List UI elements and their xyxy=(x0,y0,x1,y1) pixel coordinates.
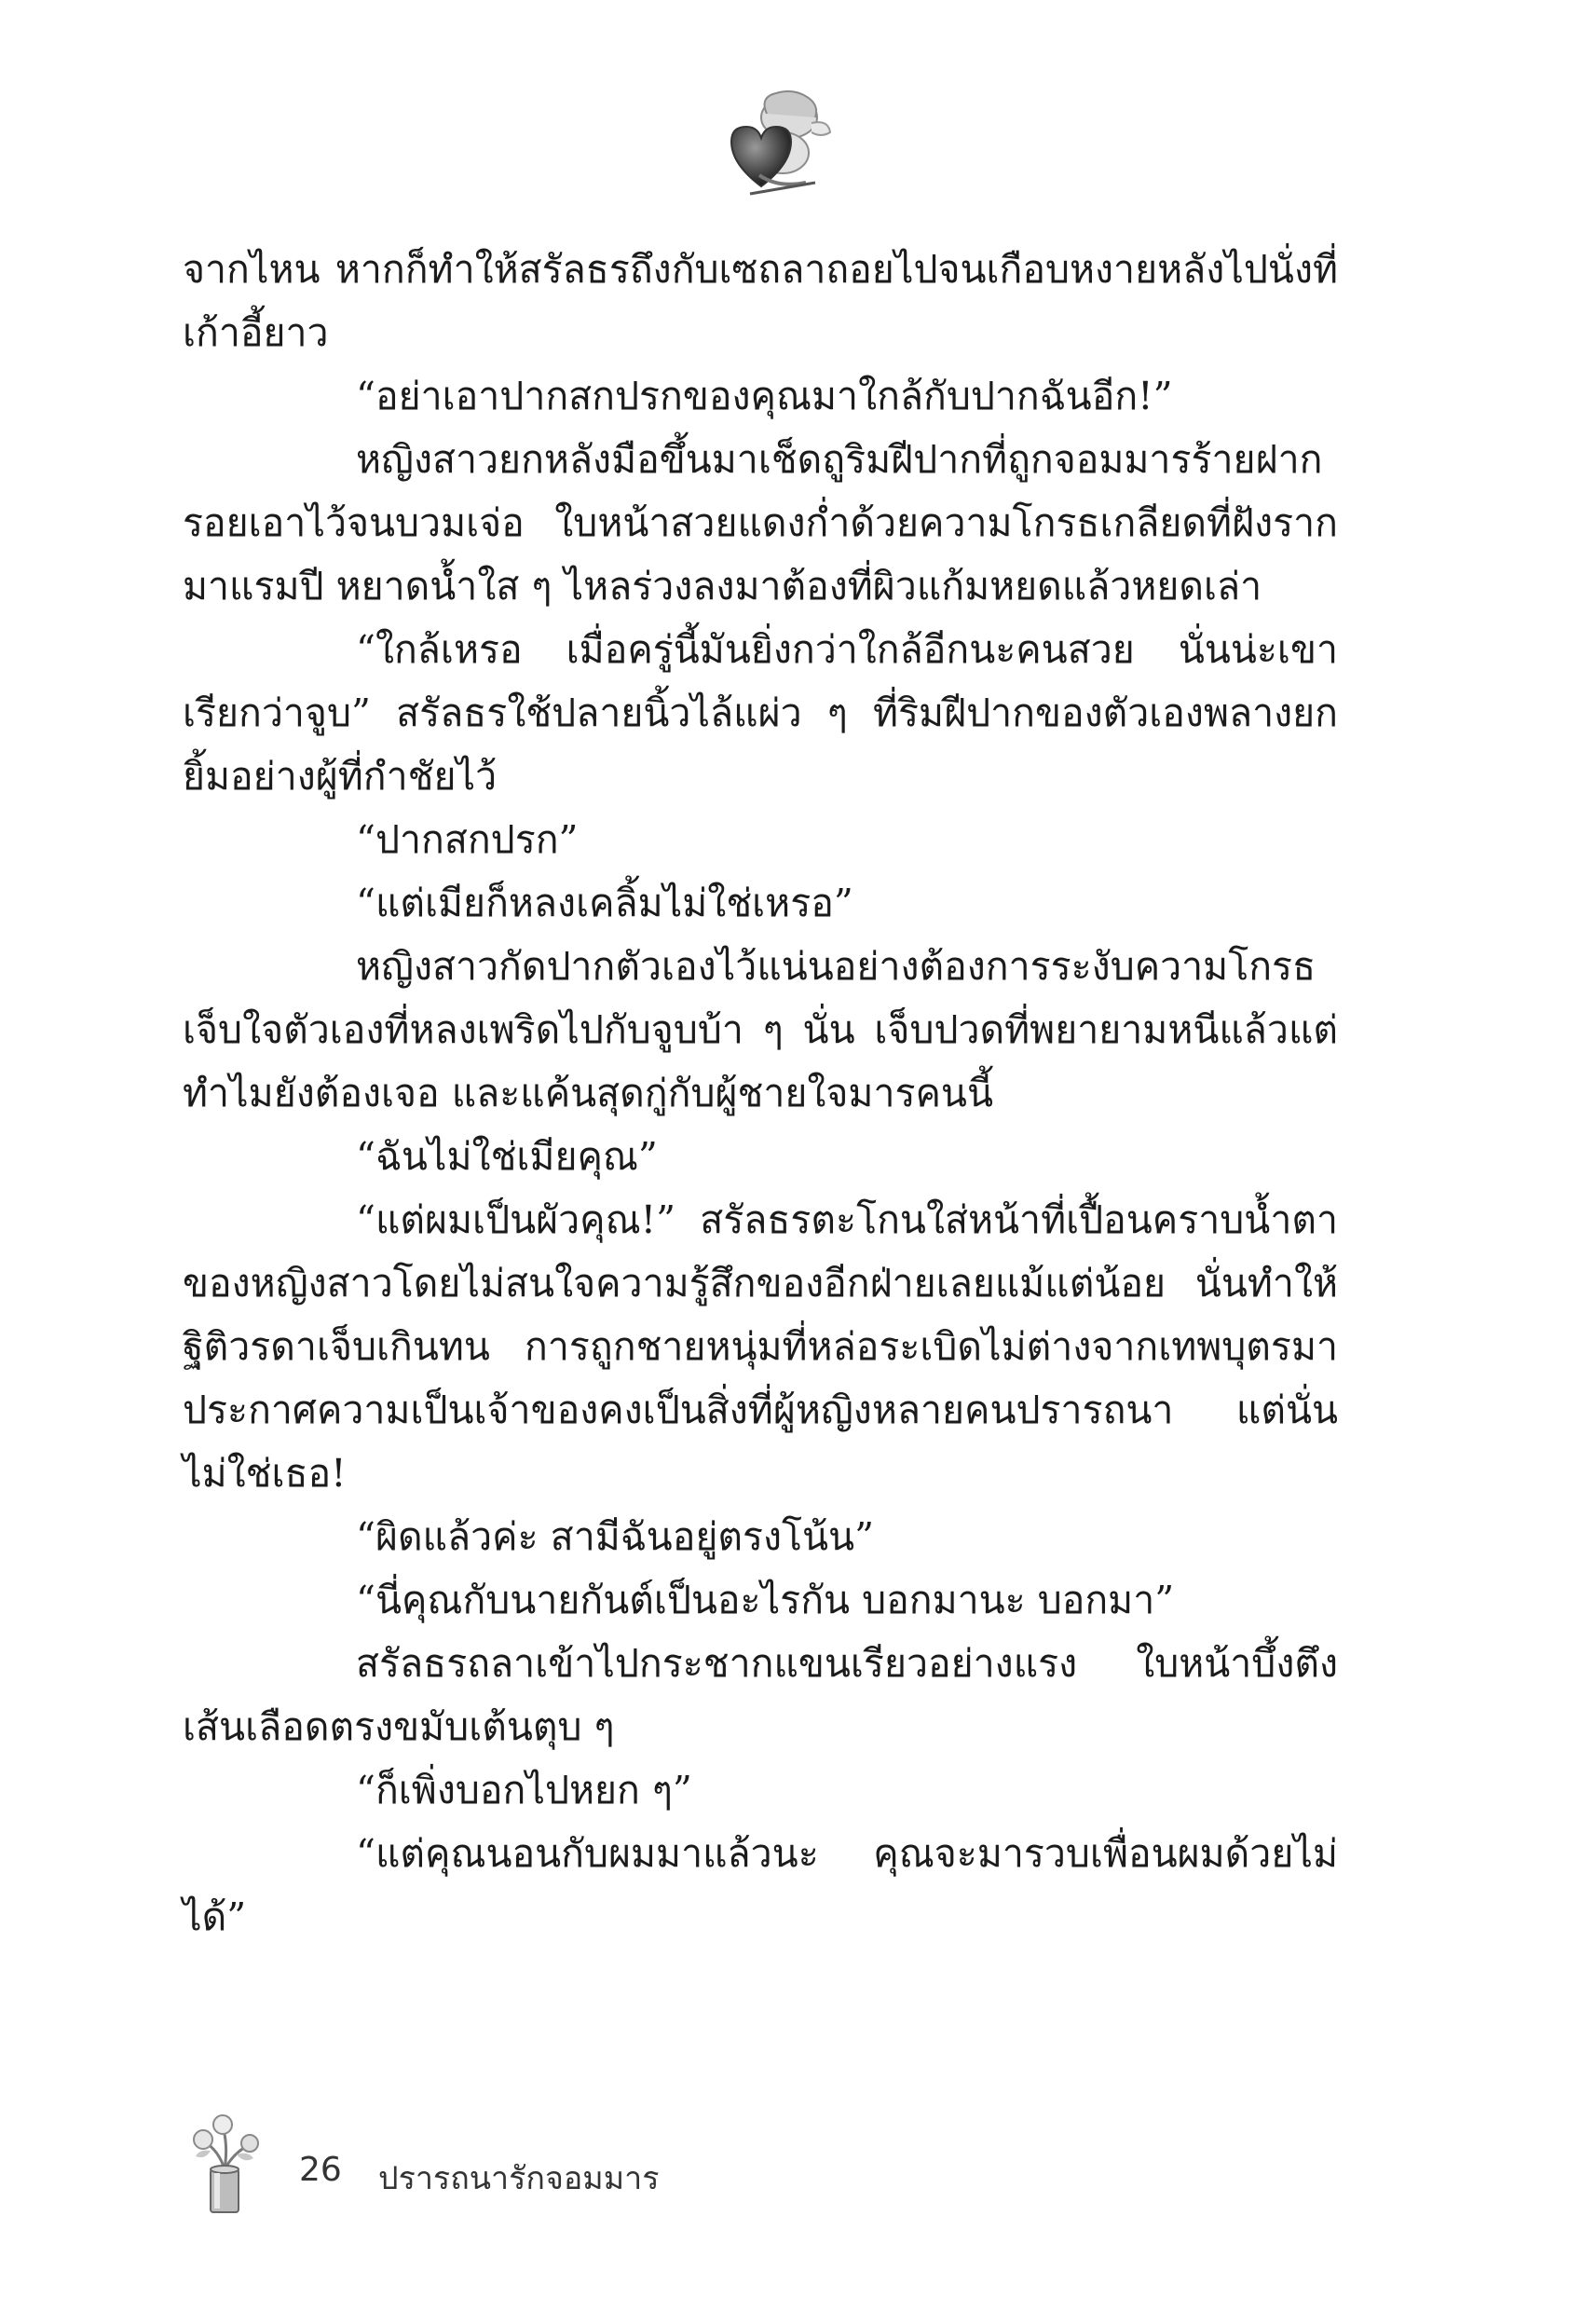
flower-vase-icon xyxy=(183,2113,266,2216)
paragraph: หญิงสาวกัดปากตัวเองไว้แน่นอย่างต้องการระงับความโกรธเจ็บใจตัวเองที่หลงเพริดไปกับจูบบ้า ๆ นั่น เจ็บปวดที่พยายามหนีแล้วแต่ทำไมยังต้องเจอ และแค้นสุดกู่กับผู้ชายใจมารคนนี้ xyxy=(183,944,1338,1115)
story-body xyxy=(183,238,1338,1949)
paragraph: “ก็เพิ่งบอกไปหยก ๆ” xyxy=(356,1768,692,1812)
paragraph: หญิงสาวยกหลังมือขึ้นมาเช็ดถูริมฝีปากที่ถูกจอมมารร้ายฝากรอยเอาไว้จนบวมเจ่อ ใบหน้าสวยแดงก่ำด้วยความโกรธเกลียดที่ฝังรากมาแรมปี หยาดน้ำใส ๆ ไหลร่วงลงมาต้องที่ผิวแก้มหยดแล้วหยดเล่า xyxy=(183,437,1338,609)
paragraph: “ใกล้เหรอ เมื่อครู่นี้มันยิ่งกว่าใกล้อีกนะคนสวย นั่นน่ะเขาเรียกว่าจูบ” สรัลธรใช้ปลายนิ้วไล้แผ่ว ๆ ที่ริมฝีปากของตัวเองพลางยกยิ้มอย่างผู้ที่กำชัยไว้ xyxy=(183,627,1338,799)
paragraph: “ผิดแล้วค่ะ สามีฉันอยู่ตรงโน้น” xyxy=(356,1514,875,1559)
paragraph: “อย่าเอาปากสกปรกของคุณมาใกล้กับปากฉันอีก!” xyxy=(356,374,1173,418)
paragraph: “ฉันไม่ใช่เมียคุณ” xyxy=(356,1134,658,1179)
running-title: ปรารถนารักจอมมาร xyxy=(378,2160,660,2197)
cupid-with-heart-icon xyxy=(694,86,834,207)
paragraph: “นี่คุณกับนายกันต์เป็นอะไรกัน บอกมานะ บอกมา” xyxy=(356,1578,1175,1622)
paragraph: “แต่ผมเป็นผัวคุณ!” สรัลธรตะโกนใส่หน้าที่เปื้อนคราบน้ำตาของหญิงสาวโดยไม่สนใจความรู้สึกของอีกฝ่ายเลยแม้แต่น้อย นั่นทำให้ฐิติวรดาเจ็บเกินทน การถูกชายหนุ่มที่หล่อระเบิดไม่ต่างจากเทพบุตรมาประกาศความเป็นเจ้าของคงเป็นสิ่งที่ผู้หญิงหลายคนปรารถนา แต่นั่นไม่ใช่เธอ! xyxy=(183,1197,1338,1496)
page-number: 26 xyxy=(299,2151,342,2189)
paragraph: จากไหน หากก็ทำให้สรัลธรถึงกับเซถลาถอยไปจนเกือบหงายหลังไปนั่งที่เก้าอี้ยาว xyxy=(183,247,1338,355)
page-footer xyxy=(183,2113,742,2216)
paragraph: “แต่เมียก็หลงเคลิ้มไม่ใช่เหรอ” xyxy=(356,881,853,925)
paragraph: “ปากสกปรก” xyxy=(356,817,579,862)
paragraph: สรัลธรถลาเข้าไปกระชากแขนเรียวอย่างแรง ใบหน้าบึ้งตึงเส้นเลือดตรงขมับเต้นตุบ ๆ xyxy=(183,1641,1338,1749)
paragraph: “แต่คุณนอนกับผมมาแล้วนะ คุณจะมารวบเพื่อนผมด้วยไม่ได้” xyxy=(183,1831,1338,1939)
